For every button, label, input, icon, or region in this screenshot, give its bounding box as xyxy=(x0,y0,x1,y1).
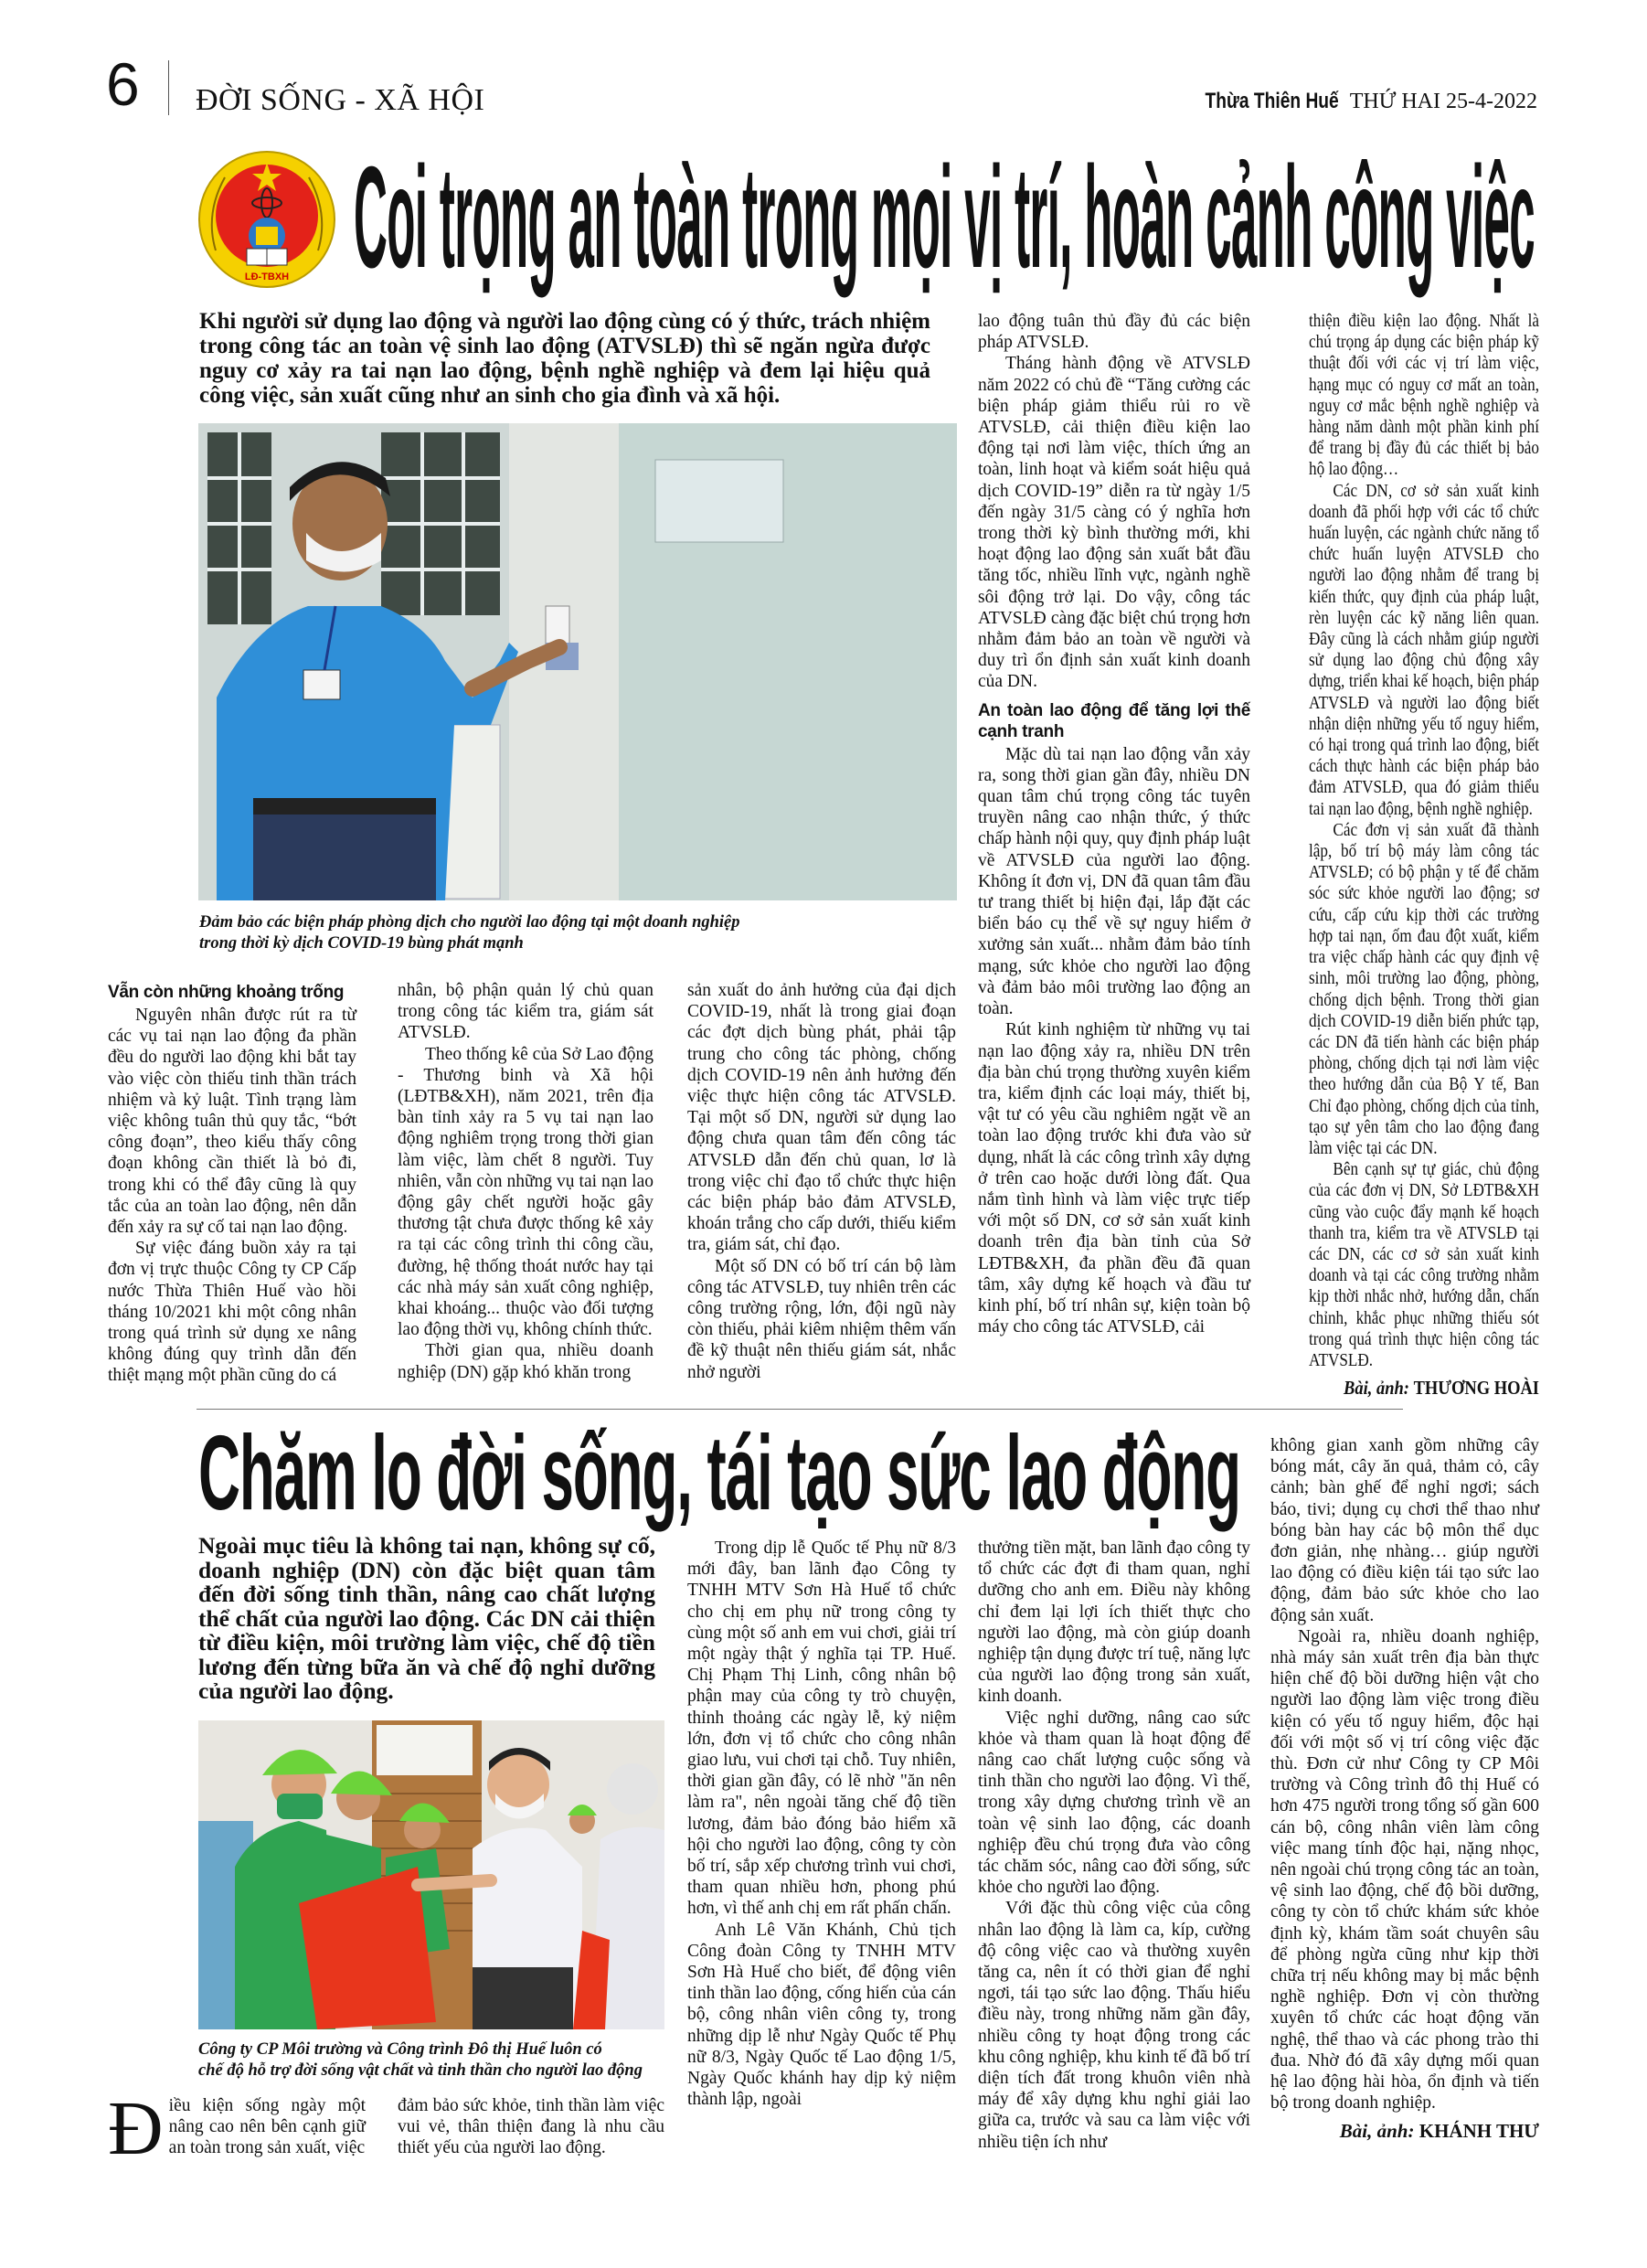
byline-label: Bài, ảnh: xyxy=(1339,2119,1415,2142)
paragraph: Rút kinh nghiệm từ những vụ tai nạn lao động xảy ra, nhiều DN trên địa bàn chú trọng thường xuyên kiểm tra, kiểm định các loại máy, thiết bị, vật tư có yêu cầu nghiêm ngặt về an toàn lao động trước khi đưa vào sử dụng, nhất là các công trình xây dựng ở trên cao hoặc dưới lòng đất. Qua nắm tình hình và làm việc trực tiếp với một số DN, cơ sở sản xuất kinh doanh trên địa bàn tỉnh của Sở LĐTB&XH, đa phần đều đã quan tâm, xây dựng kế hoạch và đầu tư kinh phí, bố trí nhân sự, kiện toàn bộ máy cho công tác ATVSLĐ, cải xyxy=(978,1020,1250,1337)
article-1-headline: Coi trọng an toàn trong mọi vị trí, hoàn cảnh công việc xyxy=(354,137,1535,298)
paragraph: Trong dịp lễ Quốc tế Phụ nữ 8/3 mới đây, ban lãnh đạo Công ty TNHH MTV Sơn Hà Huế tổ chức cho chị em phụ nữ trong công ty cùng một số anh em vui chơi, giải trí một ngày thật ý nghĩa tại TP. Huế. Chị Phạm Thị Linh, công nhân bộ phận may của công ty trò chuyện, thỉnh thoảng các ngày lễ, kỷ niệm lớn, đơn vị tổ chức cho công nhân giao lưu, vui chơi tại chỗ. Tuy nhiên, thời gian gần đây, có lẽ nhờ "ăn nên làm ra", nên ngoài tăng chế độ tiền lương, đảm bảo đóng bảo hiểm xã hội cho người lao động, công ty còn bố trí, sắp xếp chương trình vui chơi, tham quan nhiều hơn, phong phú hơn, vì thế anh chị em rất phấn chấn. xyxy=(687,1539,956,1919)
paragraph: Các đơn vị sản xuất đã thành lập, bố trí bộ máy làm công tác ATVSLĐ; có bộ phận y tế để chăm sóc sức khỏe người lao động; sơ cứu, cấp cứu kịp thời các trường hợp tai nạn, ốm đau đột xuất, kiểm tra việc chấp hành các quy định vệ sinh, môi trường lao động, phòng, chống dịch bệnh. Trong thời gian dịch COVID-19 diễn biến phức tạp, các DN đã tiến hành các biện pháp phòng, chống dịch tại nơi làm việc theo hướng dẫn của Bộ Y tế, Ban Chỉ đạo phòng, chống dịch của tỉnh, tạo sự yên tâm cho lao động đang làm việc tại các DN. xyxy=(1309,820,1539,1158)
paragraph: Việc nghỉ dưỡng, nâng cao sức khỏe và tham quan là hoạt động để nâng cao chất lượng cuộc sống và tinh thần cho người lao động. Vì thế, trong xây dựng chương trình về an toàn vệ sinh lao động, các doanh nghiệp đều chú trọng đưa vào công tác chăm sóc, nâng cao đời sống, sức khỏe cho người lao động. xyxy=(978,1708,1250,1898)
caption-line: trong thời kỳ dịch COVID-19 bùng phát mạnh xyxy=(199,934,524,953)
article-divider xyxy=(197,1409,1403,1410)
paragraph: Với đặc thù công việc của công nhân lao động là làm ca, kíp, cường độ công việc cao và thường xuyên tăng ca, nên ít có thời gian để nghỉ ngơi, tái tạo sức lao động. Thấu hiểu điều này, trong những năm gần đây, nhiều công ty hoạt động trong các khu công nghiệp, khu kinh tế đã bố trí diện tích đất trong khuôn viên nhà máy để xây dựng khu nghỉ giải lao giữa ca, trước và sau ca làm việc với nhiều tiện ích như xyxy=(978,1899,1250,2152)
article-2-column-4 xyxy=(1270,1435,1539,2144)
paragraph: không gian xanh gồm những cây bóng mát, cây ăn quả, thảm cỏ, cây cảnh; bàn ghế để nghỉ ngơi; sách báo, tivi; dụng cụ chơi thể thao như bóng bàn hay các bộ môn thể dục đơn giản, nhẹ nhàng… giúp người lao động có điều kiện tái tạo sức lao động, đảm bảo sức khỏe cho lao động sản xuất. xyxy=(1270,1436,1539,1625)
article-1-photo-caption xyxy=(199,912,958,954)
paragraph: đảm bảo sức khỏe, tinh thần làm việc vui vẻ, thân thiện đang là nhu cầu thiết yếu của người lao động. xyxy=(398,2096,664,2158)
article-2-byline xyxy=(1270,2118,1539,2144)
paragraph: Các DN, cơ sở sản xuất kinh doanh đã phối hợp với các tổ chức huấn luyện, các ngành chức năng tổ chức huấn luyện ATVSLĐ cho người lao động nhằm để trang bị kiến thức, quy định của pháp luật, rèn luyện các kỹ năng liên quan. Đây cũng là cách nhằm giúp người sử dụng lao động chủ động xây dựng, triển khai kế hoạch, biện pháp ATVSLĐ và người lao động biết nhận diện những yếu tố nguy hiểm, có hại trong quá trình lao động, biết cách thực hành các biện pháp bảo đảm ATVSLĐ, qua đó giảm thiểu tai nạn lao động, bệnh nghề nghiệp. xyxy=(1309,481,1539,819)
ministry-logo xyxy=(197,150,336,289)
paragraph: Theo thống kê của Sở Lao động - Thương binh và Xã hội (LĐTB&XH), năm 2021, trên địa bàn tỉnh xảy ra 5 vụ tai nạn lao động nghiêm trọng trong thời gian làm việc, làm chết 8 người. Tuy nhiên, vẫn còn những vụ tai nạn lao động gây chết người hoặc gây thương tật chưa được thống kê xảy ra tại các công trình thi công cầu, đường, hệ thống thoát nước hay tại các nhà máy sản xuất công nghiệp, khai khoáng... thuộc vào đối tượng lao động thời vụ, không chính thức. xyxy=(398,1044,653,1340)
drop-cap: Đ xyxy=(108,2086,164,2171)
paragraph: Bên cạnh sự tự giác, chủ động của các đơn vị DN, Sở LĐTB&XH cũng vào cuộc đẩy mạnh kế hoạch thanh tra, kiểm tra về ATVSLĐ tại các DN, các cơ sở sản xuất kinh doanh và tại các công trường nhằm kịp thời nhắc nhở, hướng dẫn, chấn chỉnh, khắc phục những thiếu sót trong quá trình thực hiện công tác ATVSLĐ. xyxy=(1309,1160,1539,1370)
paragraph: Anh Lê Văn Khánh, Chủ tịch Công đoàn Công ty TNHH MTV Sơn Hà Huế cho biết, để động viên tinh thần lao động, cống hiến của cán bộ, công nhân viên công ty, trong những dịp lễ như Ngày Quốc tế Phụ nữ 8/3, Ngày Quốc tế Lao động 1/5, Ngày Quốc khánh hay dịp kỷ niệm thành lập, ngoài xyxy=(687,1920,956,2110)
header-divider xyxy=(168,60,169,115)
paragraph: Thời gian qua, nhiều doanh nghiệp (DN) gặp khó khăn trong xyxy=(398,1341,653,1382)
paragraph: Ngoài ra, nhiều doanh nghiệp, nhà máy sản xuất trên địa bàn thực hiện chế độ bồi dưỡng hiện vật cho người lao động làm việc trong điều kiện có yếu tố nguy hiểm, độc hại đối với một số vị trí công việc đặc thù. Đơn cử như Công ty CP Môi trường và Công trình đô thị Huế có hơn 475 người trong tổng số gần 600 cán bộ, công nhân viên làm công việc mang tính độc hại, nặng nhọc, nên ngoài chú trọng công tác an toàn, vệ sinh lao động, chế độ bồi dưỡng, công ty còn tổ chức khám sức khỏe định kỳ, khám tầm soát chuyên sâu để phòng ngừa cũng như kịp thời chữa trị nếu không may bị mắc bệnh nghề nghiệp. Đơn vị còn thường xuyên tổ chức các hoạt động văn nghệ, thể thao và các phong trào thi đua. Nhờ đó đã xây dựng mối quan hệ lao động hài hòa, ổn định và tiến bộ trong doanh nghiệp. xyxy=(1270,1626,1539,2114)
article-1-column-2 xyxy=(398,980,653,1383)
article-2-intro-col-2 xyxy=(398,2095,664,2159)
paragraph: iều kiện sống ngày một nâng cao nên bên cạnh giữ an toàn trong sản xuất, việc xyxy=(168,2096,366,2158)
paragraph: Một số DN có bố trí cán bộ làm công tác ATVSLĐ, tuy nhiên trên các công trường rộng, lớn, đội ngũ này còn thiếu, phải kiêm nhiệm thêm vấn đề kỹ thuật nên thiếu giám sát, nhắc nhở người xyxy=(687,1256,956,1382)
paragraph: Mặc dù tai nạn lao động vẫn xảy ra, song thời gian gần đây, nhiều DN quan tâm chú trọng công tác tuyên truyền nâng cao nhận thức, ý thức chấp hành nội quy, quy định pháp luật về ATVSLĐ của người lao động. Không ít đơn vị, DN đã quan tâm đầu tư trang thiết bị hiện đại, lắp đặt các biển báo cụ thể về sự nguy hiểm ở xưởng sản xuất... nhằm đảm bảo tính mạng, sức khỏe cho người lao động và đảm bảo môi trường lao động an toàn. xyxy=(978,744,1250,1019)
caption-line: Công ty CP Môi trường và Công trình Đô thị Huế luôn có xyxy=(198,2040,602,2059)
article-1-column-1 xyxy=(108,980,356,1387)
logo-text: LĐ-TBXH xyxy=(244,272,290,282)
subheading: An toàn lao động để tăng lợi thế cạnh tranh xyxy=(978,700,1250,741)
paragraph: Nguyên nhân được rút ra từ các vụ tai nạn lao động đa phần đều do người lao động khi bắt tay vào việc còn thiếu tinh thần trách nhiệm và kỷ luật. Tình trạng làm việc không tuân thủ quy tắc, “bớt công đoạn”, theo kiểu thấy công đoạn không cần thiết là bỏ đi, trong khi có thể đây cũng là quy tắc của an toàn lao động, nên dẫn đến xảy ra sự cố tai nạn lao động. xyxy=(108,1006,356,1238)
article-2-photo-caption xyxy=(198,2039,674,2082)
article-1-lead: Khi người sử dụng lao động và người lao động cùng có ý thức, trách nhiệm trong công tác an toàn vệ sinh lao động (ATVSLĐ) thì sẽ ngăn ngừa được nguy cơ xảy ra tai nạn lao động, bệnh nghề nghiệp và đem lại hiệu quả công việc, sản xuất cũng như an sinh cho gia đình và xã hội. xyxy=(199,309,930,408)
paragraph: thưởng tiền mặt, ban lãnh đạo công ty tổ chức các đợt đi tham quan, nghỉ dưỡng cho anh em. Điều này không chỉ đem lại lợi ích thiết thực cho người lao động, mà còn giúp doanh nghiệp tận dụng được trí tuệ, năng lực của người lao động trong sản xuất, kinh doanh. xyxy=(978,1539,1250,1707)
article-2-lead: Ngoài mục tiêu là không tai nạn, không sự cố, doanh nghiệp (DN) còn đặc biệt quan tâm đến đời sống tinh thần, nâng cao chất lượng thể chất của người lao động. Các DN cải thiện từ điều kiện, môi trường làm việc, chế độ tiền lương đến từng bữa ăn và chế độ nghỉ dưỡng của người lao động. xyxy=(198,1532,655,1704)
article-2-photo xyxy=(198,1720,664,2029)
byline-author: THƯƠNG HOÀI xyxy=(1413,1377,1539,1400)
article-2-headline: Chăm lo đời sống, tái tạo sức lao động xyxy=(198,1413,1240,1532)
paragraph: thiện điều kiện lao động. Nhất là chú trọng áp dụng các biện pháp kỹ thuật đối với các vị trí làm việc, hạng mục có nguy cơ mất an toàn, nguy cơ mắc bệnh nghề nghiệp và hàng năm dành một phần kinh phí để trang bị đầy đủ các thiết bị bảo hộ lao động… xyxy=(1309,312,1539,480)
byline-label: Bài, ảnh: xyxy=(1344,1377,1409,1400)
article-2-column-3 xyxy=(978,1538,1250,2153)
article-2-column-2 xyxy=(687,1538,956,2110)
article-1-column-5 xyxy=(1309,311,1539,1400)
paper-name: Thừa Thiên Huế xyxy=(1205,89,1340,113)
issue-date: THỨ HAI 25-4-2022 xyxy=(1349,90,1537,113)
article-1-column-3 xyxy=(687,980,956,1383)
subheading: Vẫn còn những khoảng trống xyxy=(108,983,345,1002)
section-title: ĐỜI SỐNG - XÃ HỘI xyxy=(196,83,485,117)
caption-line: Đảm bảo các biện pháp phòng dịch cho người lao động tại một doanh nghiệp xyxy=(199,913,740,932)
masthead xyxy=(1172,88,1537,115)
caption-line: chế độ hỗ trợ đời sống vật chất và tinh thần cho người lao động xyxy=(198,2061,643,2080)
page-number: 6 xyxy=(106,50,140,118)
article-2-intro-col-1 xyxy=(108,2086,366,2171)
paragraph: Sự việc đáng buồn xảy ra tại đơn vị trực thuộc Công ty CP Cấp nước Thừa Thiên Huế vào hồi tháng 10/2021 khi một công nhân trong quá trình sử dụng xe nâng không đúng quy trình dẫn đến thiệt mạng một phần cũng do cá xyxy=(108,1239,356,1386)
paragraph: Tháng hành động về ATVSLĐ năm 2022 có chủ đề “Tăng cường các biện pháp giảm thiểu rủi ro về ATVSLĐ, cải thiện điều kiện lao động tại nơi làm việc, thích ứng an toàn, linh hoạt và kiểm soát hiệu quả dịch COVID-19” diễn ra từ ngày 1/5 đến ngày 31/5 càng có ý nghĩa hơn trong thời kỳ bình thường mới, khi hoạt động lao động sản xuất bắt đầu tăng tốc, nhiều lĩnh vực, ngành nghề sôi động trở lại. Do vậy, công tác ATVSLĐ càng đặc biệt chú trọng hơn nhằm đảm bảo an toàn về người và duy trì ổn định sản xuất kinh doanh của DN. xyxy=(978,354,1250,692)
article-1-column-4 xyxy=(978,311,1250,1337)
paragraph: lao động tuân thủ đầy đủ các biện pháp ATVSLĐ. xyxy=(978,312,1250,353)
byline-author: KHÁNH THƯ xyxy=(1419,2119,1539,2142)
paragraph: nhân, bộ phận quản lý chủ quan trong công tác kiểm tra, giám sát ATVSLĐ. xyxy=(398,981,653,1043)
paragraph: sản xuất do ảnh hưởng của đại dịch COVID-19, nhất là trong giai đoạn các đợt dịch bùng phát, phải tập trung cho công tác phòng, chống dịch COVID-19 nên ảnh hưởng đến việc thực hiện công tác ATVSLĐ. Tại một số DN, người sử dụng lao động chưa quan tâm đến công tác ATVSLĐ dẫn đến chủ quan, lơ là trong việc chỉ đạo tổ chức thực hiện các biện pháp bảo đảm ATVSLĐ, khoán trắng cho cấp dưới, thiếu kiểm tra, giám sát, chỉ đạo. xyxy=(687,981,956,1255)
article-1-byline xyxy=(1309,1375,1539,1400)
article-1-photo xyxy=(198,423,957,900)
